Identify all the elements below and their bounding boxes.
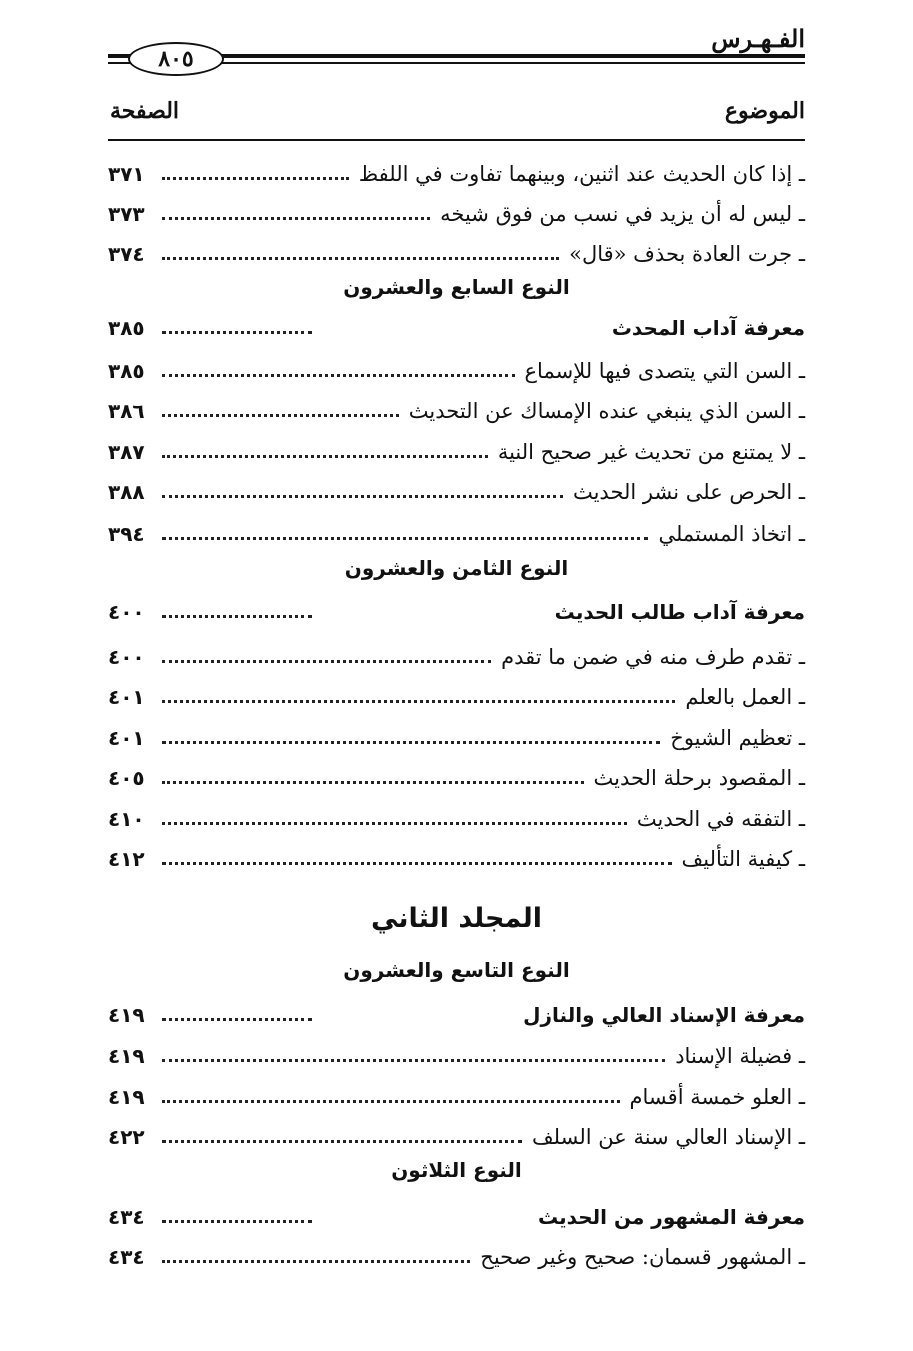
dot-leader [162,822,627,825]
dot-leader [162,1140,522,1143]
column-header-page: الصفحة [110,98,180,124]
page-number: ٨٠٥ [128,42,224,76]
toc-entry [108,839,805,879]
entry-page-number: ٤١٩ [108,1085,145,1109]
dot-leader [162,374,515,377]
volume-heading: المجلد الثاني [371,903,542,934]
dot-leader [162,177,349,180]
toc-section-title [108,592,805,632]
dot-leader [162,1018,312,1021]
dot-leader [162,257,559,260]
column-header-subject: الموضوع [724,98,805,124]
entry-page-number: ٣٧٤ [108,242,145,266]
toc-entry [108,391,805,431]
toc-entry [108,677,805,717]
toc-section-title [108,995,805,1035]
dot-leader [162,537,648,540]
entry-text: ـ لا يمتنع من تحديث غير صحيح النية [497,440,805,464]
section-heading: النوع السابع والعشرون [343,275,570,299]
entry-page-number: ٤٠٥ [108,766,145,790]
entry-text: ـ المقصود برحلة الحديث [593,766,805,790]
entry-page-number: ٣٨٨ [108,480,145,504]
dot-leader [162,217,430,220]
entry-text: ـ العمل بالعلم [685,685,805,709]
entry-text: ـ كيفية التأليف [681,847,805,871]
entry-page-number: ٤١٢ [108,847,145,871]
entry-text: ـ فضيلة الإسناد [675,1044,805,1068]
dot-leader [162,1059,665,1062]
toc-entry [108,758,805,798]
dot-leader [162,862,672,865]
entry-text: ـ المشهور قسمان: صحيح وغير صحيح [480,1245,805,1269]
entry-page-number: ٤٠٠ [108,600,145,624]
toc-entry [108,432,805,472]
section-heading: النوع الثلاثون [391,1158,522,1182]
toc-entry [108,1036,805,1076]
entry-page-number: ٤٠٠ [108,645,145,669]
toc-entry [108,472,805,512]
header-rule-left-thick [108,54,130,58]
dot-leader [162,615,312,618]
entry-page-number: ٣٨٥ [108,359,145,383]
toc-section-title [108,1197,805,1237]
running-title: الفـهـرس [711,24,805,53]
entry-text: ـ ليس له أن يزيد في نسب من فوق شيخه [440,202,805,226]
entry-text: ـ الإسناد العالي سنة عن السلف [531,1125,805,1149]
entry-text: ـ اتخاذ المستملي [658,522,805,546]
dot-leader [162,741,660,744]
toc-entry [108,1237,805,1277]
entry-page-number: ٣٧٣ [108,202,145,226]
dot-leader [162,1260,470,1263]
section-heading: النوع التاسع والعشرون [343,958,570,982]
toc-entry [108,154,805,194]
dot-leader [162,495,563,498]
toc-entry [108,234,805,274]
entry-text: ـ الحرص على نشر الحديث [572,480,805,504]
entry-page-number: ٣٨٦ [108,399,145,423]
entry-text: ـ تعظيم الشيوخ [670,726,805,750]
toc-entry [108,514,805,554]
section-heading: النوع الثامن والعشرون [344,556,569,580]
entry-text: ـ العلو خمسة أقسام [629,1085,805,1109]
header-rule-thin [215,62,805,64]
toc-entry [108,1117,805,1157]
column-header-rule [108,139,805,141]
entry-text: ـ السن الذي ينبغي عنده الإمساك عن التحديث [408,399,805,423]
dot-leader [162,700,675,703]
toc-entry [108,799,805,839]
toc-entry [108,1077,805,1117]
entry-page-number: ٤٢٢ [108,1125,145,1149]
entry-text: معرفة الإسناد العالي والنازل [523,1003,805,1027]
entry-text: معرفة آداب المحدث [611,316,805,340]
entry-page-number: ٣٨٥ [108,316,145,340]
dot-leader [162,455,488,458]
entry-page-number: ٤١٠ [108,807,145,831]
dot-leader [162,1220,312,1223]
entry-text: ـ التفقه في الحديث [636,807,805,831]
toc-entry [108,194,805,234]
toc-entry [108,637,805,677]
entry-page-number: ٤٣٤ [108,1245,145,1269]
entry-text: معرفة آداب طالب الحديث [554,600,805,624]
entry-text: ـ السن التي يتصدى فيها للإسماع [524,359,805,383]
entry-text: ـ تقدم طرف منه في ضمن ما تقدم [501,645,805,669]
dot-leader [162,414,399,417]
dot-leader [162,1100,620,1103]
entry-page-number: ٣٩٤ [108,522,145,546]
dot-leader [162,331,312,334]
header-rule-left-thin [108,62,130,64]
toc-entry [108,718,805,758]
entry-page-number: ٤٠١ [108,685,145,709]
entry-page-number: ٤١٩ [108,1044,145,1068]
entry-page-number: ٣٧١ [108,162,145,186]
entry-page-number: ٤١٩ [108,1003,145,1027]
dot-leader [162,781,584,784]
toc-entry [108,351,805,391]
entry-text: ـ إذا كان الحديث عند اثنين، وبينهما تفاوت في اللفظ [358,162,805,186]
header-rule-thick [215,54,805,58]
entry-text: ـ جرت العادة بحذف «قال» [569,242,805,266]
entry-page-number: ٤٣٤ [108,1205,145,1229]
dot-leader [162,660,491,663]
entry-page-number: ٤٠١ [108,726,145,750]
entry-page-number: ٣٨٧ [108,440,145,464]
toc-section-title [108,308,805,348]
entry-text: معرفة المشهور من الحديث [537,1205,805,1229]
